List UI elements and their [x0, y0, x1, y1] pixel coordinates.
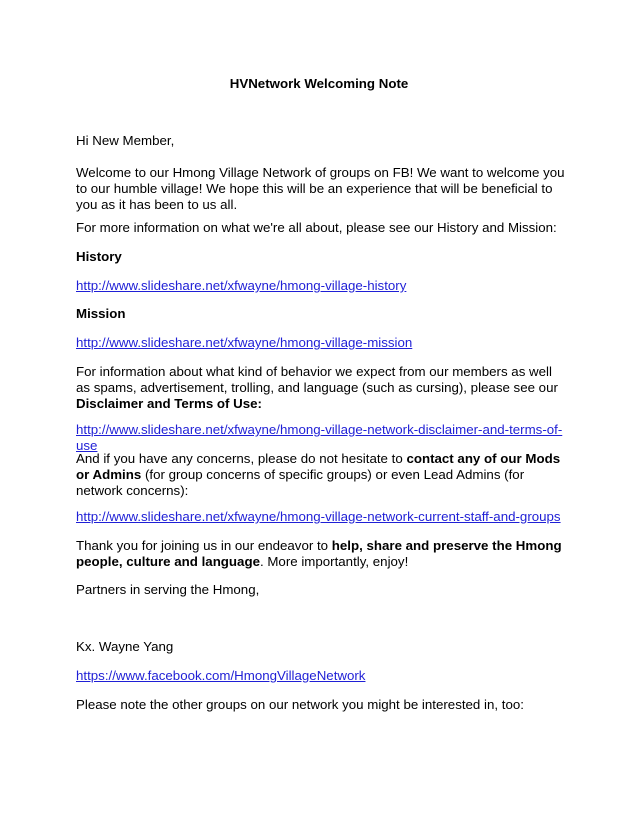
thanks-emphasis: help, share and preserve the Hmong people, culture and language: [76, 538, 562, 569]
history-heading: History: [76, 249, 122, 264]
mission-heading: Mission: [76, 306, 126, 321]
disclaimer-link[interactable]: http://www.slideshare.net/xfwayne/hmong-village-network-disclaimer-and-terms-of-use: [76, 422, 563, 453]
greeting: Hi New Member,: [76, 133, 175, 148]
behavior-paragraph: [76, 364, 566, 412]
staff-groups-link[interactable]: http://www.slideshare.net/xfwayne/hmong-village-network-current-staff-and-groups: [76, 509, 561, 524]
history-link[interactable]: http://www.slideshare.net/xfwayne/hmong-village-history: [76, 278, 407, 293]
welcome-paragraph: Welcome to our Hmong Village Network of groups on FB! We want to welcome you to our humble village! We hope this will be an experience that will be beneficial to you as it has been to us all.: [76, 165, 565, 212]
history-link-line: [76, 278, 566, 294]
thanks-paragraph: [76, 538, 566, 570]
mission-link[interactable]: http://www.slideshare.net/xfwayne/hmong-village-mission: [76, 335, 413, 350]
closing-note: Please note the other groups on our network you might be interested in, too:: [76, 697, 524, 712]
staff-link-line: [76, 509, 566, 525]
concerns-paragraph: [76, 451, 566, 499]
behavior-text: For information about what kind of behavior we expect from our members as well as spams, advertisement, trolling, and language (such as cursing), please see our: [76, 364, 558, 395]
contact-mods-admins: contact any of our Mods or Admins: [76, 451, 561, 482]
document-title: HVNetwork Welcoming Note: [229, 76, 409, 91]
partners-line: Partners in serving the Hmong,: [76, 582, 260, 597]
thanks-text-pre: Thank you for joining us in our endeavor to: [76, 538, 329, 553]
thanks-text-post: . More importantly, enjoy!: [259, 554, 409, 569]
disclaimer-link-line: [76, 422, 566, 454]
facebook-link-line: [76, 668, 566, 684]
mission-link-line: [76, 335, 566, 351]
facebook-link[interactable]: https://www.facebook.com/HmongVillageNetwork: [76, 668, 366, 683]
concerns-text-pre: And if you have any concerns, please do not hesitate to: [76, 451, 403, 466]
signature-name: Kx. Wayne Yang: [76, 639, 174, 654]
concerns-text-post: (for group concerns of specific groups) or even Lead Admins (for network concerns):: [76, 467, 525, 498]
disclaimer-terms-label: Disclaimer and Terms of Use:: [76, 396, 262, 411]
more-info-paragraph: For more information on what we're all about, please see our History and Mission:: [76, 220, 557, 235]
